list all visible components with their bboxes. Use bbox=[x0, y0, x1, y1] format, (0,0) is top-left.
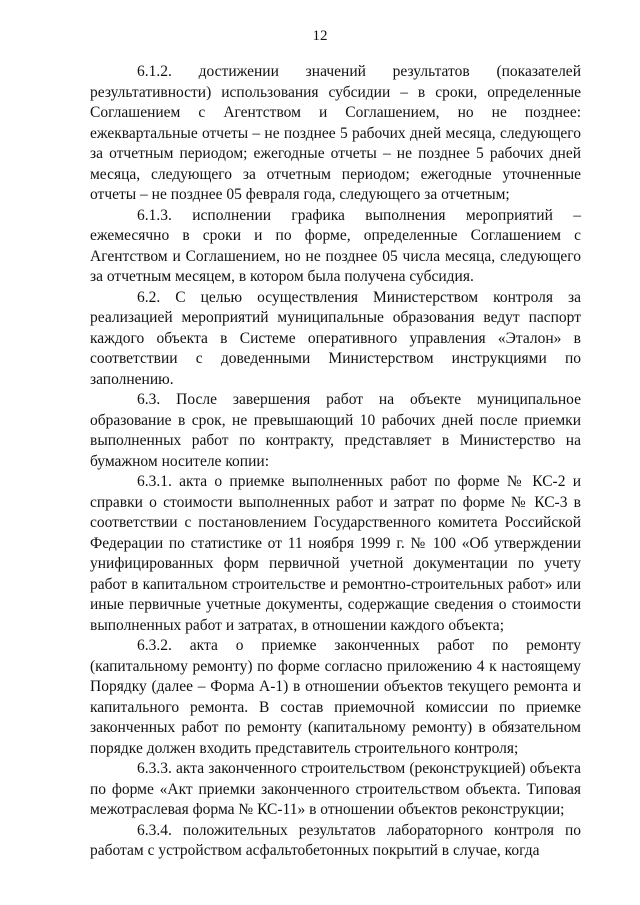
page-number: 12 bbox=[312, 28, 328, 44]
paragraph-6-1-2: 6.1.2. достижении значений результатов (показателей результативности) использования субсидии – в сроки, определенные Соглашением с Агентством и Соглашением, но не позднее: ежеквартальные отчеты – не позднее 5 рабочих дней месяца, следующего за отчетным периодом; ежегодные отчеты – не позднее 5 рабочих дней месяца, следующего за отчетным периодом; ежегодные уточненные отчеты – не позднее 05 февраля года, следующего за отчетным; bbox=[90, 63, 581, 203]
paragraph-6-3: 6.3. После завершения работ на объекте муниципальное образование в срок, не превышающий 10 рабочих дней после приемки выполненных работ по контракту, представляет в Министерство на бумажном носителе копии: bbox=[90, 391, 581, 470]
paragraph-6-3-4: 6.3.4. положительных результатов лабораторного контроля по работам с устройством асфальтобетонных покрытий в случае, когда bbox=[90, 821, 581, 859]
paragraph-6-3-3: 6.3.3. акта законченного строительством (реконструкцией) объекта по форме «Акт приемки законченного строительством объекта. Типовая межотраслевая форма № КС-11» в отношении объектов реконструкции; bbox=[90, 760, 581, 818]
paragraph-6-3-2: 6.3.2. акта о приемке законченных работ по ремонту (капитальному ремонту) по форме согласно приложению 4 к настоящему Порядку (далее – Форма А-1) в отношении объектов текущего ремонта и капитального ремонта. В состав приемочной комиссии по приемке законченных работ по ремонту (капитальному ремонту) в обязательном порядке должен входить представитель строительного контроля; bbox=[90, 637, 581, 757]
paragraph-6-3-1: 6.3.1. акта о приемке выполненных работ по форме № КС-2 и справки о стоимости выполненных работ и затрат по форме № КС-3 в соответствии с постановлением Государственного комитета Российской Федерации по статистике от 11 ноября 1999 г. № 100 «Об утверждении унифицированных форм первичной учетной документации по учету работ в капитальном строительстве и ремонтно-строительных работ» или иные первичные учетные документы, содержащие сведения о стоимости выполненных работ и затратах, в отношении каждого объекта; bbox=[90, 473, 581, 634]
paragraph-6-1-3: 6.1.3. исполнении графика выполнения мероприятий – ежемесячно в сроки и по форме, определенные Соглашением с Агентством и Соглашением, но не позднее 05 числа месяца, следующего за отчетным месяцем, в котором была получена субсидия. bbox=[90, 206, 581, 285]
document-body bbox=[90, 62, 581, 862]
paragraph-6-2: 6.2. С целью осуществления Министерством контроля за реализацией мероприятий муниципальные образования ведут паспорт каждого объекта в Системе оперативного управления «Эталон» в соответствии с доведенными Министерством инструкциями по заполнению. bbox=[90, 288, 581, 388]
